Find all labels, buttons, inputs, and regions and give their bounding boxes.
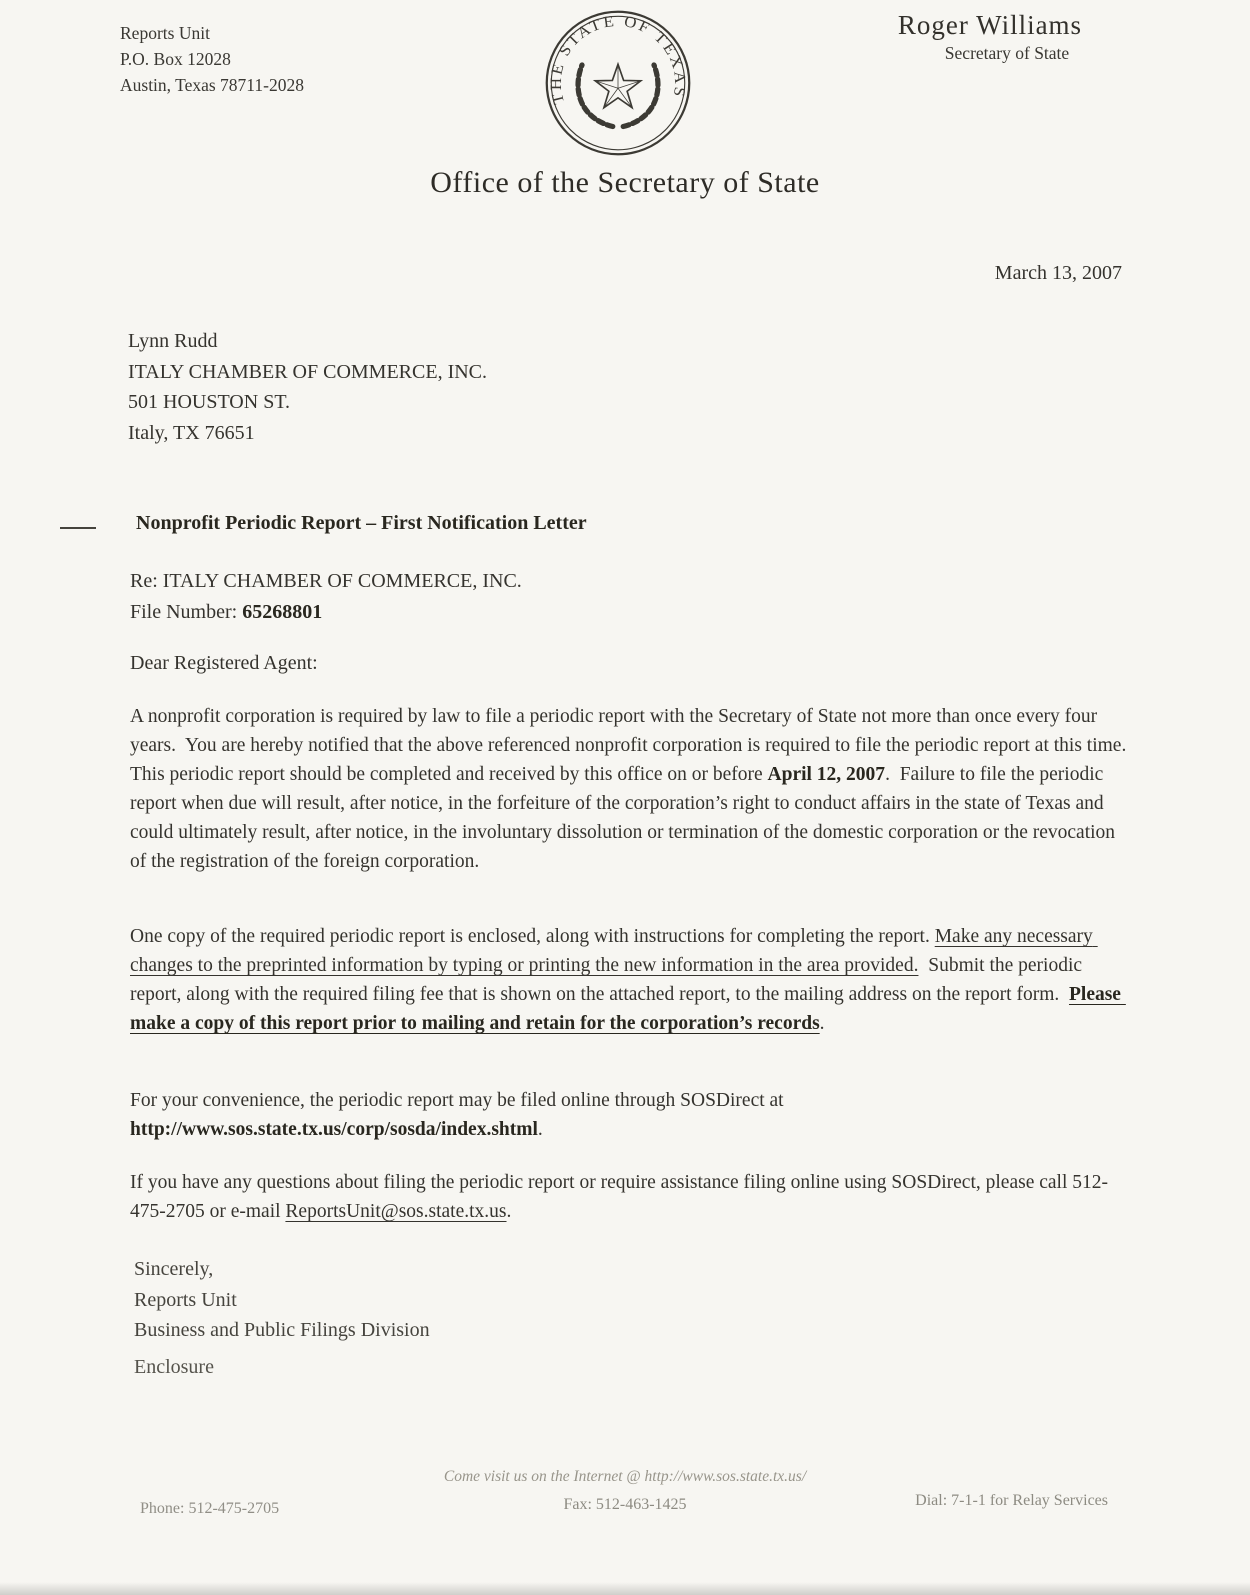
recipient-name: Lynn Rudd	[128, 330, 218, 352]
return-address-line: Reports Unit	[120, 23, 210, 43]
svg-text:THE STATE OF TEXAS	[548, 13, 688, 106]
reference-block	[130, 566, 522, 627]
paragraph-text: .	[537, 1119, 543, 1140]
return-address-line: Austin, Texas 78711-2028	[120, 75, 304, 95]
paragraph-text: One copy of the required periodic report is enclosed, along with instructions for completing the report.	[130, 926, 935, 947]
paragraph-text: Submit the periodic report, along with the required filing fee that is shown on the attached report, to the mailing address on the report form.	[130, 955, 1087, 1005]
paragraph-filing-requirement	[130, 702, 1136, 876]
re-line: Re: ITALY CHAMBER OF COMMERCE, INC.	[130, 570, 522, 592]
closing-division: Business and Public Filings Division	[134, 1319, 430, 1341]
paragraph-text: For your convenience, the periodic report may be filed online through SOSDirect at	[130, 1090, 789, 1111]
salutation: Dear Registered Agent:	[130, 652, 318, 674]
paragraph-text: .	[506, 1201, 512, 1222]
paragraph-text: A nonprofit corporation is required by law to file a periodic report with the Secretary of State not more than once every four years. You are hereby notified that the above referenced nonprofit corporation is required to file the periodic report at this time. This periodic report should be completed and received by this office on or before	[130, 706, 1136, 785]
recipient-company: ITALY CHAMBER OF COMMERCE, INC.	[128, 360, 488, 383]
date-line: March 13, 2007	[994, 262, 1122, 284]
margin-dash-mark	[60, 527, 96, 529]
footer-visit-line: Come visit us on the Internet @ http://www.sos.state.tx.us/	[443, 1468, 807, 1485]
recipient-city: Italy, TX 76651	[128, 421, 255, 444]
scan-bottom-edge	[0, 1582, 1250, 1595]
official-name: Roger Williams	[897, 10, 1083, 40]
recipient-block	[128, 326, 487, 448]
file-number: 65268801	[242, 600, 323, 623]
closing-sincerely: Sincerely,	[134, 1258, 214, 1280]
paragraph-text: If you have any questions about filing the periodic report or require assistance filing online using SOSDirect, please call 512-475-2705 or e-mail	[130, 1172, 1108, 1222]
subject-line: Nonprofit Periodic Report – First Notification Letter	[136, 512, 587, 534]
underlined-instruction: Make any necessary changes to the preprinted information by typing or printing the new information in the area provided.	[130, 926, 1098, 976]
sosdirect-url: http://www.sos.state.tx.us/corp/sosda/index.shtml	[130, 1119, 538, 1140]
office-title: Office of the Secretary of State	[430, 166, 820, 199]
footer-relay: Dial: 7-1-1 for Relay Services	[915, 1492, 1108, 1509]
paragraph-questions	[130, 1168, 1130, 1226]
paragraph-online-filing	[130, 1086, 1130, 1144]
paragraph-text: . Failure to file the periodic report when due will result, after notice, in the forfeiture of the corporation’s right to conduct affairs in the state of Texas and could ultimately result, after notice, in the involuntary dissolution or termination of the domestic corporation or the revocation of the registration of the foreign corporation.	[130, 764, 1120, 872]
official-block	[860, 10, 1120, 64]
paragraph-instructions	[130, 922, 1130, 1038]
return-address-line: P.O. Box 12028	[120, 49, 231, 69]
file-number-line	[130, 597, 522, 628]
paragraph-text: .	[819, 1013, 825, 1034]
recipient-street: 501 HOUSTON ST.	[128, 391, 291, 413]
copy-retain-notice: Please make a copy of this report prior to mailing and retain for the corporation’s records	[130, 984, 1126, 1034]
reports-unit-email: ReportsUnit@sos.state.tx.us	[285, 1201, 507, 1222]
footer-phone: Phone: 512-475-2705	[140, 1500, 280, 1517]
closing-unit: Reports Unit	[134, 1288, 237, 1311]
texas-state-seal-icon	[543, 8, 693, 158]
seal-ring-text: THE STATE OF TEXAS	[547, 12, 689, 106]
official-title: Secretary of State	[944, 43, 1070, 63]
file-number-label: File Number:	[130, 600, 243, 623]
enclosure-note: Enclosure	[134, 1356, 214, 1378]
footer-fax: Fax: 512-463-1425	[563, 1496, 687, 1513]
return-address	[120, 20, 304, 98]
due-date: April 12, 2007	[767, 764, 886, 785]
closing-block	[134, 1254, 430, 1346]
